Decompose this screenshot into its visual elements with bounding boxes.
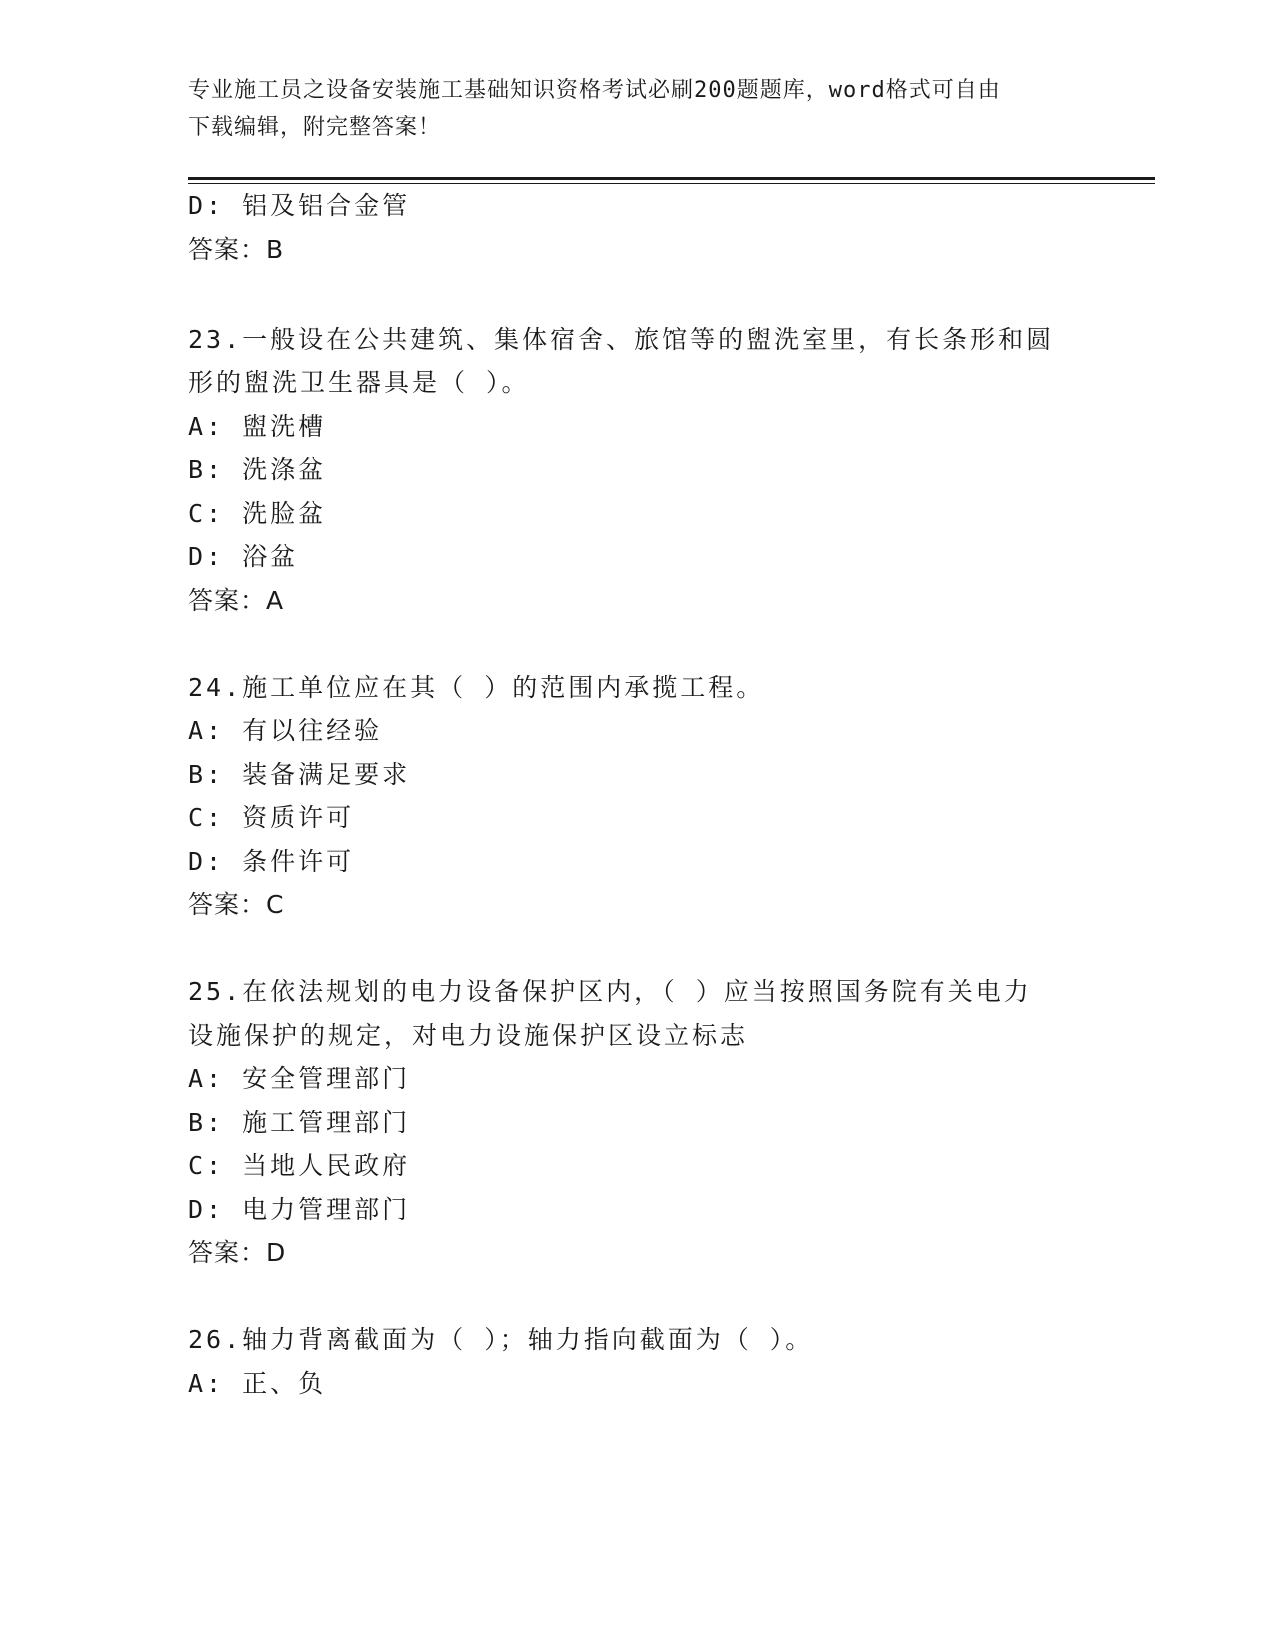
q24-answer: 答案：C [188,890,285,919]
q23-stem-line-2: 形的盥洗卫生器具是（ ）。 [188,368,530,397]
q25-option-d: D: 电力管理部门 [188,1195,411,1224]
q23-answer: 答案：A [188,586,285,615]
q23-option-d: D: 浴盆 [188,542,299,571]
q22-option-d: D: 铝及铝合金管 [188,191,411,220]
q24-option-b: B: 装备满足要求 [188,760,411,789]
q25-answer: 答案：D [188,1238,287,1267]
q24-option-d: D: 条件许可 [188,847,355,876]
q25-stem-line-1: 25.在依法规划的电力设备保护区内，（ ）应当按照国务院有关电力 [188,977,1032,1006]
q23-option-c: C: 洗脸盆 [188,499,327,528]
q25-option-a: A: 安全管理部门 [188,1064,411,1093]
header-rule-thin [188,183,1155,184]
q23-option-b: B: 洗涤盆 [188,455,327,484]
q25-option-c: C: 当地人民政府 [188,1151,411,1180]
header-rule-thick [188,177,1155,180]
q26-stem-line-1: 26.轴力背离截面为（ ）；轴力指向截面为（ ）。 [188,1325,814,1354]
q24-stem-line-1: 24.施工单位应在其（ ）的范围内承揽工程。 [188,673,765,702]
q23-option-a: A: 盥洗槽 [188,412,327,441]
q24-option-c: C: 资质许可 [188,803,355,832]
q25-option-b: B: 施工管理部门 [188,1108,411,1137]
header-line-2: 下载编辑，附完整答案！ [188,115,442,140]
q25-stem-line-2: 设施保护的规定，对电力设施保护区设立标志 [188,1021,749,1050]
header-line-1: 专业施工员之设备安装施工基础知识资格考试必刷200题题库，word格式可自由 [188,78,1001,103]
q23-stem-line-1: 23.一般设在公共建筑、集体宿舍、旅馆等的盥洗室里，有长条形和圆 [188,325,1055,354]
document-header [188,72,1068,146]
q24-option-a: A: 有以往经验 [188,716,383,745]
q22-answer: 答案：B [188,235,285,264]
q26-option-a: A: 正、负 [188,1369,327,1398]
